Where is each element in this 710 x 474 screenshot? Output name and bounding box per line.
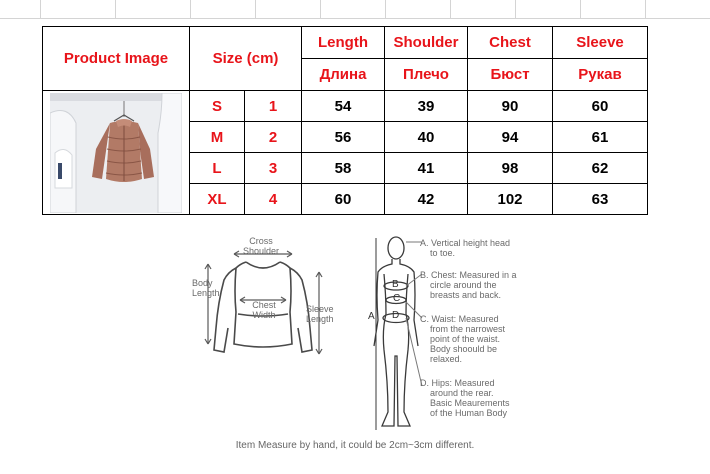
sleeve-header: Sleeve: [553, 27, 648, 59]
sheet-gridline: [190, 0, 191, 18]
sheet-gridline: [0, 18, 710, 19]
cross-shoulder-label: Cross Shoulder: [242, 236, 280, 256]
shoulder-value: 41: [385, 153, 468, 184]
sheet-gridline: [645, 0, 646, 18]
size-number: 4: [245, 184, 302, 215]
length-value: 58: [302, 153, 385, 184]
size-chart-table: [42, 26, 648, 215]
size-label: S: [190, 91, 245, 122]
length-value: 54: [302, 91, 385, 122]
sheet-gridline: [40, 0, 41, 18]
size-number: 1: [245, 91, 302, 122]
sheet-gridline: [255, 0, 256, 18]
product-image-cell: [43, 91, 190, 215]
chest-header-ru: Бюст: [468, 59, 553, 91]
shoulder-value: 40: [385, 122, 468, 153]
size-number: 3: [245, 153, 302, 184]
marker-a: A: [368, 311, 375, 322]
sheet-gridline: [115, 0, 116, 18]
product-photo: [50, 93, 182, 213]
product-image-header: Product Image: [43, 27, 190, 91]
sheet-gridline: [450, 0, 451, 18]
sheet-gridline: [580, 0, 581, 18]
note-d: D. Hips: Measured around the rear. Basic Meaurements of the Human Body: [420, 378, 510, 418]
shoulder-value: 42: [385, 184, 468, 215]
chest-value: 94: [468, 122, 553, 153]
sheet-gridline: [385, 0, 386, 18]
body-length-label: Body Length: [192, 278, 220, 298]
length-value: 56: [302, 122, 385, 153]
marker-c: C: [393, 293, 401, 304]
sleeve-value: 60: [553, 91, 648, 122]
measurement-caption: Item Measure by hand, it could be 2cm~3cm different.: [235, 440, 475, 451]
sleeve-value: 61: [553, 122, 648, 153]
size-label: XL: [190, 184, 245, 215]
note-b: B. Chest: Measured in a circle around the breasts and back.: [420, 270, 517, 300]
sheet-gridline: [320, 0, 321, 18]
shoulder-header-ru: Плечо: [385, 59, 468, 91]
chest-value: 98: [468, 153, 553, 184]
length-header: Length: [302, 27, 385, 59]
length-value: 60: [302, 184, 385, 215]
size-number: 2: [245, 122, 302, 153]
sleeve-value: 62: [553, 153, 648, 184]
size-label: L: [190, 153, 245, 184]
jacket-photo-image: [50, 93, 182, 213]
marker-d: D: [392, 310, 400, 321]
note-c: C. Waist: Measured from the narrowest point of the waist. Body shoould be relaxed.: [420, 314, 506, 364]
size-header: Size (cm): [190, 27, 302, 91]
sheet-gridline: [515, 0, 516, 18]
chest-header: Chest: [468, 27, 553, 59]
shoulder-value: 39: [385, 91, 468, 122]
marker-b: B: [392, 279, 399, 290]
sleeve-value: 63: [553, 184, 648, 215]
shoulder-header: Shoulder: [385, 27, 468, 59]
chest-value: 102: [468, 184, 553, 215]
size-label: M: [190, 122, 245, 153]
sleeve-header-ru: Рукав: [553, 59, 648, 91]
note-a: A. Vertical height head to toe.: [420, 238, 511, 258]
chest-value: 90: [468, 91, 553, 122]
length-header-ru: Длина: [302, 59, 385, 91]
chest-width-label: Chest Width: [252, 300, 276, 320]
sleeve-length-label: Sleeve Length: [306, 304, 334, 324]
